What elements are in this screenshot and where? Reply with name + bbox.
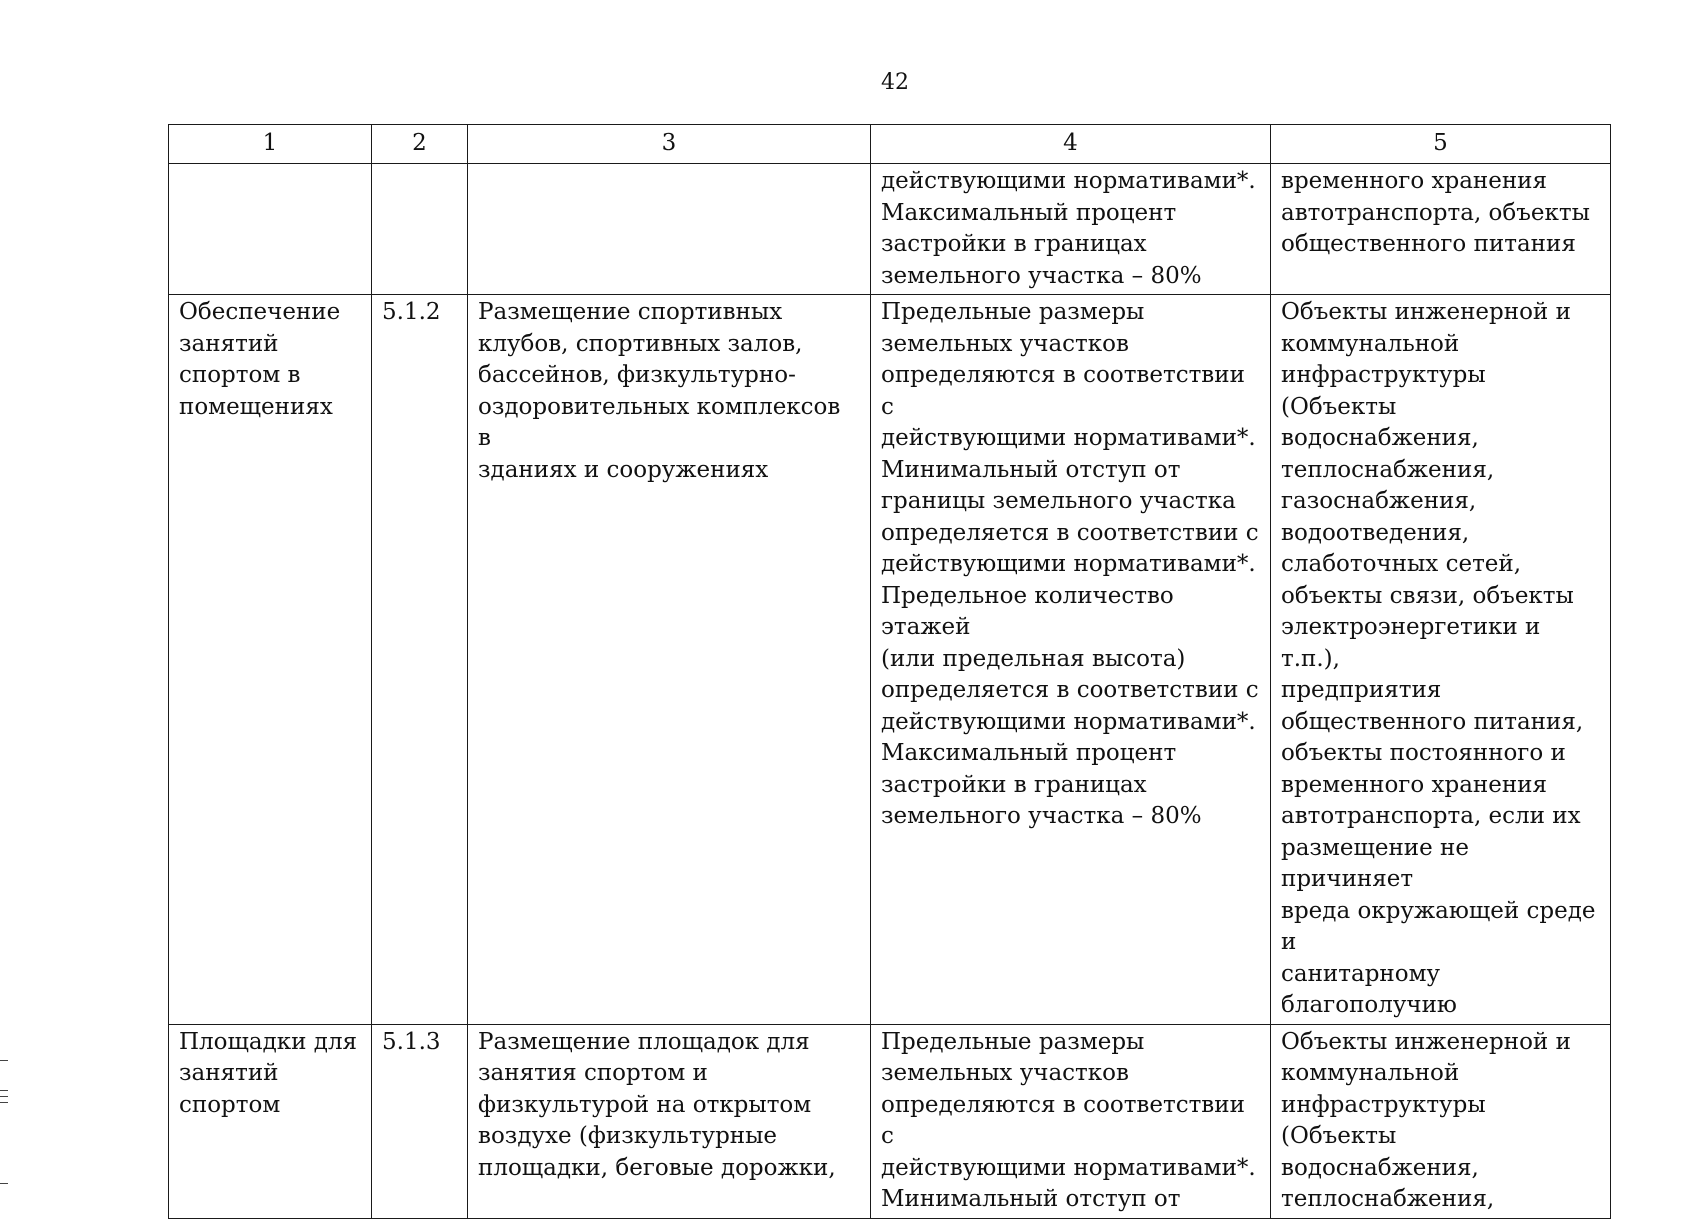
use-type-text: Площадки для занятий спортом: [179, 1028, 358, 1118]
column-header-4: 4: [871, 125, 1271, 164]
code-cell: [372, 295, 468, 1025]
parameters-text: действующими нормативами*. Максимальный процент застройки в границах земельного участка – 80%: [881, 168, 1256, 289]
use-type-cell: [169, 164, 372, 295]
column-header-2: 2: [372, 125, 468, 164]
code-text: 5.1.3: [382, 1028, 441, 1055]
table-row: [169, 164, 1611, 295]
description-cell: [468, 1024, 871, 1218]
use-type-cell: [169, 1024, 372, 1218]
auxiliary-uses-text: Объекты инженерной и коммунальной инфраструктуры (Объекты водоснабжения, теплоснабжения, газоснабжения, водоотведения, слаботочных сетей, объекты связи, объекты электроэнергетики и т.п.), предприятия общественного питания, объекты постоянного и временного хранения автотранспорта, если их размещение не причиняет вреда окружающей среде и санитарному благополучию: [1281, 299, 1596, 1018]
parameters-cell: [871, 295, 1271, 1025]
table-row: [169, 1024, 1611, 1218]
parameters-text: Предельные размеры земельных участков определяются в соответствии с действующими нормативами*. Минимальный отступ от границы земельного участка определяется в соответствии с действующими нормативами*. Предельное количество этажей (или предельная высота) определяется в соответствии с действующими нормативами*. Максимальный процент застройки в границах земельного участка – 80%: [881, 299, 1259, 829]
column-header-5: 5: [1271, 125, 1611, 164]
scan-margin-mark: [0, 1060, 8, 1061]
code-cell: [372, 1024, 468, 1218]
code-text: 5.1.2: [382, 299, 441, 325]
auxiliary-uses-cell: [1271, 295, 1611, 1025]
auxiliary-uses-text: временного хранения автотранспорта, объекты общественного питания: [1281, 168, 1590, 257]
description-cell: [468, 295, 871, 1025]
description-text: Размещение спортивных клубов, спортивных залов, бассейнов, физкультурно- оздоровительных комплексов в зданиях и сооружениях: [478, 299, 841, 483]
page-number: 42: [881, 70, 909, 95]
code-cell: [372, 164, 468, 295]
parameters-cell: [871, 164, 1271, 295]
scan-margin-mark: [0, 1102, 8, 1103]
table-row: [169, 295, 1611, 1025]
auxiliary-uses-text: Объекты инженерной и коммунальной инфраструктуры (Объекты водоснабжения, теплоснабжения,: [1281, 1028, 1571, 1212]
scan-margin-mark: [0, 1096, 8, 1097]
parameters-cell: [871, 1024, 1271, 1218]
auxiliary-uses-cell: [1271, 164, 1611, 295]
use-type-cell: [169, 295, 372, 1025]
description-cell: [468, 164, 871, 295]
table-header-row: [169, 125, 1611, 164]
regulations-table: [168, 124, 1611, 1219]
description-text: Размещение площадок для занятия спортом и физкультурой на открытом воздухе (физкультурные площадки, беговые дорожки,: [478, 1028, 836, 1181]
use-type-text: Обеспечение занятий спортом в помещениях: [179, 299, 341, 420]
scan-margin-mark: [0, 1090, 8, 1091]
column-header-3: 3: [468, 125, 871, 164]
column-header-1: 1: [169, 125, 372, 164]
parameters-text: Предельные размеры земельных участков определяются в соответствии с действующими нормативами*. Минимальный отступ от: [881, 1028, 1256, 1212]
scan-margin-mark: [0, 1183, 8, 1184]
auxiliary-uses-cell: [1271, 1024, 1611, 1218]
